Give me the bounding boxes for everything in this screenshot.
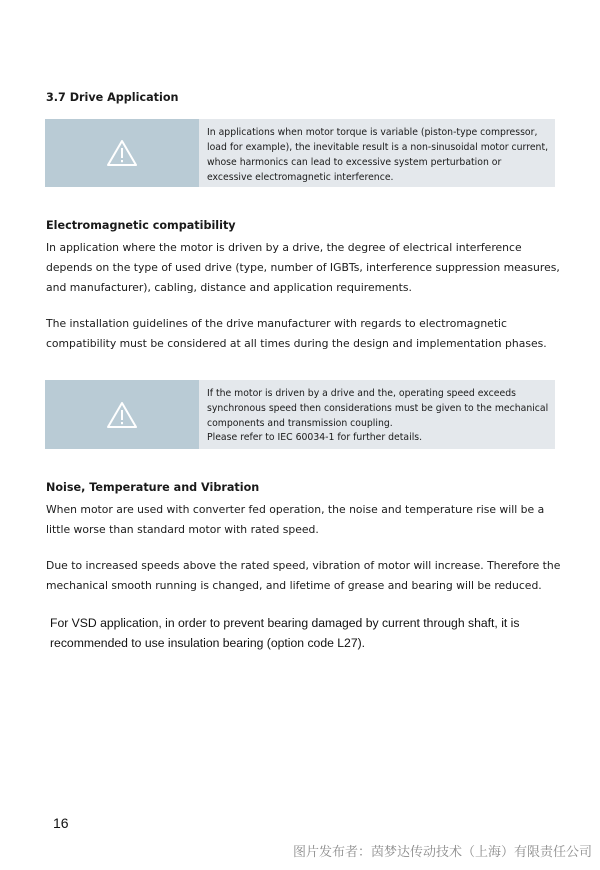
ntv-paragraph-1: When motor are used with converter fed operation, the noise and temperature rise will be a little worse than standard motor with rated speed.: [46, 503, 545, 536]
publisher-watermark: 图片发布者：茵梦达传动技术（上海）有限责任公司: [292, 845, 592, 860]
emc-paragraph-1: In application where the motor is driven by a drive, the degree of electrical interference depends on the type of used drive (type, number of IGBTs, interference suppression measures, and manufacturer), cabling, distance and application requirements.: [46, 241, 560, 294]
emc-paragraph-2: The installation guidelines of the drive manufacturer with regards to electromagnetic compatibility must be considered at all times during the design and implementation phases.: [46, 317, 547, 350]
ntv-heading: Noise, Temperature and Vibration: [46, 481, 260, 494]
warning-box-speed: [45, 380, 555, 449]
emc-heading: Electromagnetic compatibility: [46, 219, 236, 232]
warning-box-torque: [45, 119, 555, 187]
section-title: 3.7 Drive Application: [46, 91, 179, 104]
warning-text-torque: In applications when motor torque is variable (piston-type compressor, load for example), the inevitable result is a non-sinusoidal motor current, whose harmonics can lead to excessive system perturbation or excessive electromagnetic interference.: [207, 127, 549, 183]
warning-icon-cell: [45, 380, 199, 449]
warning-text-speed: If the motor is driven by a drive and the, operating speed exceeds synchronous speed then considerations must be given to the mechanical components and transmission coupling.: [207, 388, 549, 429]
warning-icon-cell: [45, 119, 199, 187]
warning-triangle-icon: [106, 139, 138, 167]
page-number: 16: [53, 815, 69, 831]
warning-triangle-icon: [106, 401, 138, 429]
vsd-bearing-note: For VSD application, in order to prevent bearing damaged by current through shaft, it is recommended to use insulation bearing (option code L27).: [50, 616, 520, 650]
warning-note-iec: Please refer to IEC 60034-1 for further details.: [207, 432, 423, 443]
ntv-paragraph-2: Due to increased speeds above the rated speed, vibration of motor will increase. Therefore the mechanical smooth running is changed, and lifetime of grease and bearing will be reduced.: [46, 559, 561, 592]
